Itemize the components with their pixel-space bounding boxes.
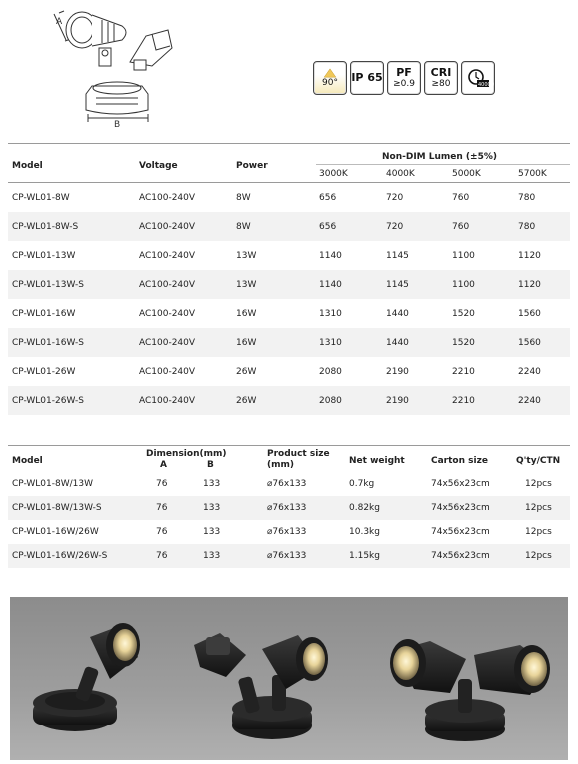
cell-product-size: ⌀76x133 (267, 503, 307, 513)
cell-lumen-4000: 720 (386, 193, 404, 203)
cell-lumen-4000: 2190 (386, 396, 409, 406)
table-row (8, 328, 570, 357)
cell-lumen-5700: 1560 (518, 338, 541, 348)
cell-power: 13W (236, 280, 257, 290)
cell-voltage: AC100-240V (139, 222, 196, 232)
table2-top-rule (8, 445, 570, 446)
cell-model: CP-WL01-16W-S (12, 338, 84, 348)
table2-body (8, 472, 570, 568)
t1-header-voltage: Voltage (139, 161, 178, 171)
cri-badge (424, 61, 458, 95)
cell-product-size: ⌀76x133 (267, 551, 307, 561)
cell-lumen-5000: 1100 (452, 251, 475, 261)
table2-header (8, 448, 570, 472)
t2-header-qty: Q'ty/CTN (516, 456, 561, 466)
sensor-light-photo (194, 633, 328, 739)
cell-lumen-4000: 1440 (386, 309, 409, 319)
table-row (8, 241, 570, 270)
cell-voltage: AC100-240V (139, 193, 196, 203)
t2-header-dim-b: B (207, 460, 214, 470)
dimension-a-label: A (56, 17, 63, 27)
cell-power: 8W (236, 222, 251, 232)
cell-lumen-4000: 1440 (386, 338, 409, 348)
single-head-light-photo (33, 623, 140, 731)
cell-model: CP-WL01-26W (12, 367, 76, 377)
cell-lumen-5000: 1520 (452, 309, 475, 319)
cell-model: CP-WL01-8W (12, 193, 70, 203)
t1-header-model: Model (12, 161, 43, 171)
t2-header-product-size: Product size (267, 449, 330, 459)
cell-lumen-5000: 1520 (452, 338, 475, 348)
cell-model: CP-WL01-8W/13W-S (12, 503, 102, 513)
cell-lumen-3000: 1140 (319, 251, 342, 261)
t2-header-carton-size: Carton size (431, 456, 488, 466)
cell-lumen-4000: 720 (386, 222, 404, 232)
cell-carton-size: 74x56x23cm (431, 551, 490, 561)
cell-net-weight: 0.7kg (349, 479, 375, 489)
cell-qty: 12pcs (525, 503, 552, 513)
cell-dim-a: 76 (156, 527, 168, 537)
table-row (8, 386, 570, 415)
dimension-b-label: B (114, 120, 121, 130)
beam-angle-badge (313, 61, 347, 95)
cell-power: 8W (236, 193, 251, 203)
clock-icon (467, 68, 494, 88)
cell-dim-a: 76 (156, 479, 168, 489)
cell-lumen-5000: 760 (452, 222, 470, 232)
cell-model: CP-WL01-16W/26W (12, 527, 99, 537)
cell-dim-b: 133 (203, 503, 221, 513)
feature-badges (313, 61, 495, 95)
t2-header-model: Model (12, 456, 43, 466)
cell-lumen-3000: 2080 (319, 396, 342, 406)
cell-model: CP-WL01-16W/26W-S (12, 551, 108, 561)
table-row (8, 472, 570, 496)
twin-head-light-photo (390, 639, 550, 741)
cell-lumen-5700: 2240 (518, 396, 541, 406)
lifetime-value: 40000 (478, 82, 494, 88)
cell-carton-size: 74x56x23cm (431, 527, 490, 537)
cell-model: CP-WL01-26W-S (12, 396, 84, 406)
cell-lumen-5000: 760 (452, 193, 470, 203)
power-factor-label: PF (396, 66, 412, 79)
cell-power: 16W (236, 309, 257, 319)
cell-lumen-4000: 1145 (386, 280, 409, 290)
t2-header-product-size-unit: (mm) (267, 460, 294, 470)
t1-cct-4000: 4000K (386, 169, 415, 179)
cell-lumen-3000: 656 (319, 222, 337, 232)
cell-net-weight: 10.3kg (349, 527, 380, 537)
cri-value: ≥80 (431, 79, 451, 89)
t1-cct-5000: 5000K (452, 169, 481, 179)
cell-voltage: AC100-240V (139, 251, 196, 261)
cell-model: CP-WL01-13W-S (12, 280, 84, 290)
cell-dim-b: 133 (203, 527, 221, 537)
cell-lumen-3000: 656 (319, 193, 337, 203)
cell-model: CP-WL01-16W (12, 309, 76, 319)
t1-cct-3000: 3000K (319, 169, 348, 179)
cell-power: 13W (236, 251, 257, 261)
table1-header (8, 151, 570, 183)
cell-lumen-5700: 1560 (518, 309, 541, 319)
cell-carton-size: 74x56x23cm (431, 503, 490, 513)
cri-label: CRI (430, 66, 452, 79)
table-row (8, 496, 570, 520)
cell-lumen-5000: 1100 (452, 280, 475, 290)
cell-net-weight: 0.82kg (349, 503, 380, 513)
cell-model: CP-WL01-8W/13W (12, 479, 94, 489)
ip-rating-badge (350, 61, 384, 95)
cell-model: CP-WL01-8W-S (12, 222, 79, 232)
cell-qty: 12pcs (525, 479, 552, 489)
cell-lumen-5000: 2210 (452, 396, 475, 406)
table-row (8, 270, 570, 299)
cell-voltage: AC100-240V (139, 367, 196, 377)
cell-voltage: AC100-240V (139, 338, 196, 348)
table-row (8, 520, 570, 544)
beam-angle-value: 90° (322, 78, 338, 88)
t2-header-dimension: Dimension(mm) (146, 449, 227, 459)
t2-header-net-weight: Net weight (349, 456, 405, 466)
cell-lumen-5000: 2210 (452, 367, 475, 377)
cell-dim-a: 76 (156, 551, 168, 561)
table-row (8, 299, 570, 328)
lumen-divider (316, 164, 570, 165)
cell-lumen-3000: 1140 (319, 280, 342, 290)
t2-header-dim-a: A (160, 460, 167, 470)
table-row (8, 183, 570, 212)
cell-dim-a: 76 (156, 503, 168, 513)
cell-voltage: AC100-240V (139, 309, 196, 319)
table-row (8, 544, 570, 568)
table-row (8, 212, 570, 241)
power-factor-value: ≥0.9 (393, 79, 415, 89)
cell-dim-b: 133 (203, 551, 221, 561)
cell-power: 16W (236, 338, 257, 348)
cell-lumen-4000: 1145 (386, 251, 409, 261)
cell-lumen-4000: 2190 (386, 367, 409, 377)
cell-lumen-3000: 2080 (319, 367, 342, 377)
cell-model: CP-WL01-13W (12, 251, 76, 261)
cell-product-size: ⌀76x133 (267, 527, 307, 537)
cell-voltage: AC100-240V (139, 396, 196, 406)
cell-lumen-5700: 780 (518, 193, 536, 203)
table1-top-rule (8, 143, 570, 144)
cell-lumen-5700: 780 (518, 222, 536, 232)
product-photos (10, 597, 568, 760)
cell-net-weight: 1.15kg (349, 551, 380, 561)
cell-qty: 12pcs (525, 551, 552, 561)
cell-qty: 12pcs (525, 527, 552, 537)
cell-dim-b: 133 (203, 479, 221, 489)
cell-product-size: ⌀76x133 (267, 479, 307, 489)
cell-lumen-5700: 1120 (518, 280, 541, 290)
ip-rating-value: IP 65 (351, 71, 383, 84)
table1-body (8, 183, 570, 415)
product-line-drawing (52, 6, 180, 128)
cell-lumen-3000: 1310 (319, 309, 342, 319)
beam-icon (322, 68, 338, 78)
cell-power: 26W (236, 396, 257, 406)
power-factor-badge (387, 61, 421, 95)
cell-carton-size: 74x56x23cm (431, 479, 490, 489)
cell-power: 26W (236, 367, 257, 377)
t1-cct-5700: 5700K (518, 169, 547, 179)
t1-header-power: Power (236, 161, 268, 171)
cell-lumen-5700: 1120 (518, 251, 541, 261)
t1-header-lumen: Non-DIM Lumen (±5%) (382, 152, 497, 162)
cell-lumen-5700: 2240 (518, 367, 541, 377)
table-row (8, 357, 570, 386)
cell-voltage: AC100-240V (139, 280, 196, 290)
cell-lumen-3000: 1310 (319, 338, 342, 348)
lifetime-badge (461, 61, 495, 95)
